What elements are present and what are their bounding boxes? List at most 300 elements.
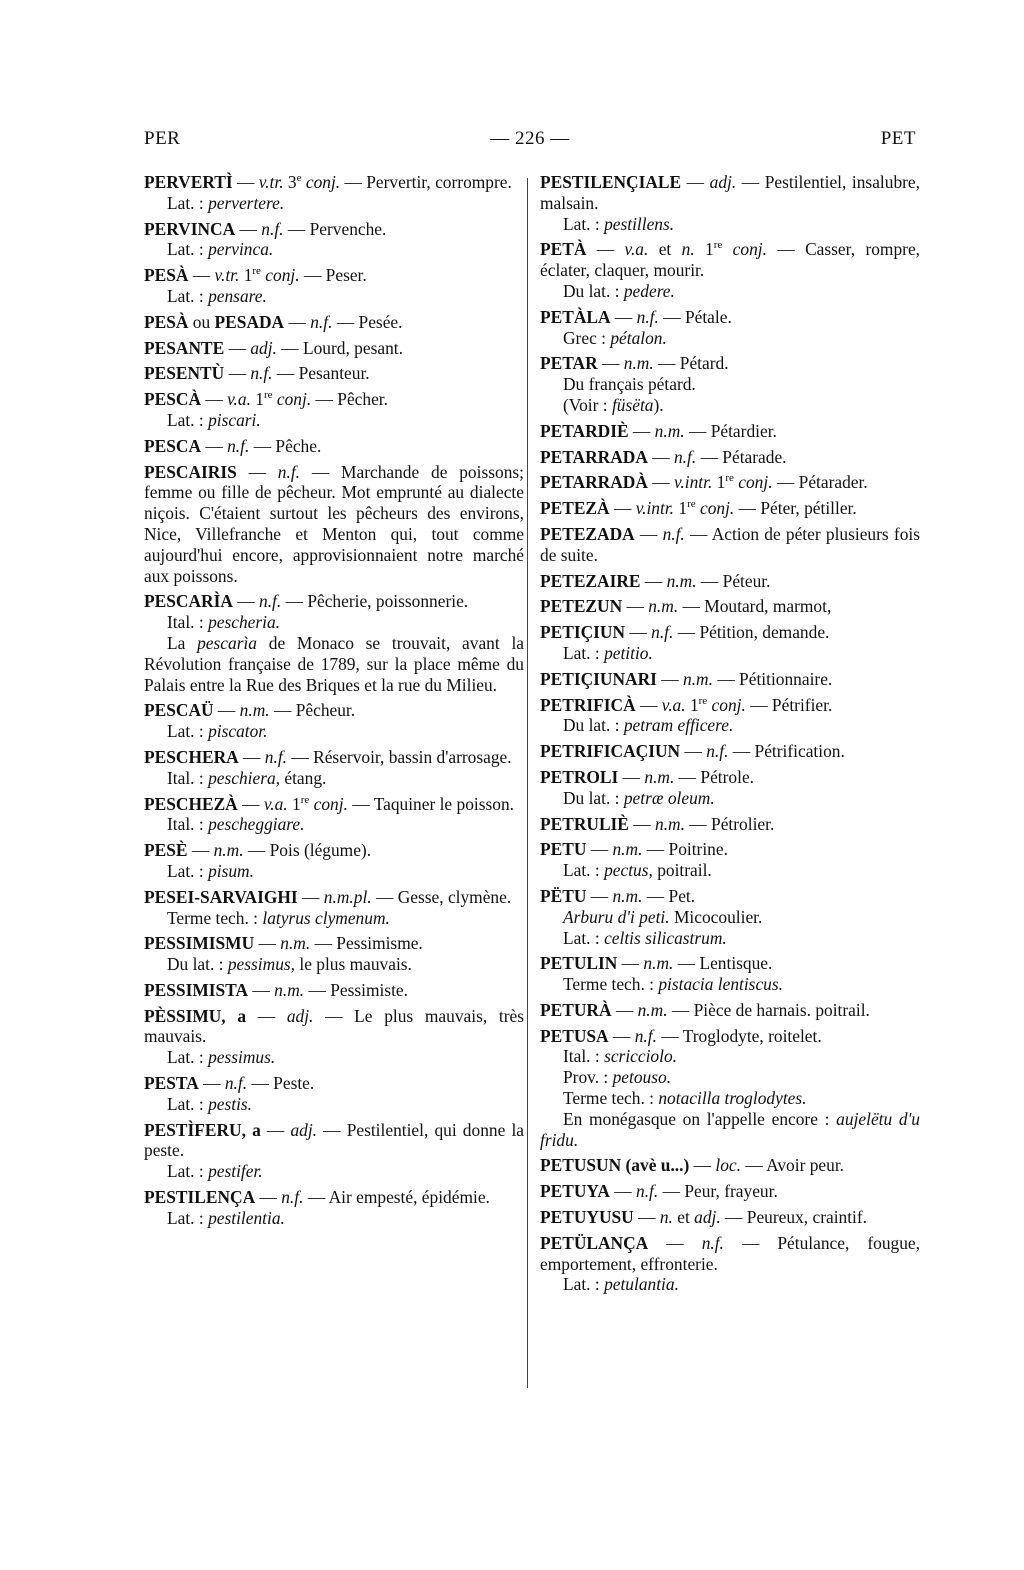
text-run: — Péter, pétiller. xyxy=(734,498,857,519)
italic-text: petitio. xyxy=(604,642,653,663)
headword: PESTÌFERU, a xyxy=(144,1119,261,1140)
headword: PESCÀ xyxy=(144,389,202,410)
italic-text: n.f. xyxy=(636,1181,659,1202)
text-run: En monégasque on l'appelle encore : xyxy=(563,1108,837,1129)
text-run: — xyxy=(608,1025,635,1046)
entry-definition xyxy=(540,524,920,566)
dictionary-entry xyxy=(144,389,524,431)
dictionary-entry xyxy=(540,239,920,301)
italic-text: v.a. xyxy=(624,239,649,260)
dictionary-entry xyxy=(540,472,920,493)
entry-etymology xyxy=(540,374,920,395)
headword: PETUSUN (avè u...) xyxy=(540,1155,690,1176)
italic-text: piscari. xyxy=(208,409,261,430)
text-run: 1 xyxy=(712,472,726,493)
entry-definition xyxy=(144,794,524,815)
entry-definition xyxy=(144,338,524,359)
headword: PETUSA xyxy=(540,1025,609,1046)
superscript: re xyxy=(713,239,723,252)
text-run: — Pétarade. xyxy=(696,446,787,467)
text-run: — Pet. xyxy=(642,885,696,906)
entry-etymology xyxy=(144,954,524,975)
italic-text: conj. xyxy=(732,239,767,260)
text-run: Terme tech. : xyxy=(563,974,659,995)
entry-etymology xyxy=(540,328,920,349)
italic-text: pectus, xyxy=(604,860,653,881)
text-run: — Pétardier. xyxy=(684,420,777,441)
headword: PESEI-SARVAIGHI xyxy=(144,886,298,907)
headword: PERVINCA xyxy=(144,218,236,239)
italic-text: n.f. xyxy=(281,1187,304,1208)
italic-text: piscator. xyxy=(208,721,268,742)
text-run: — Pervenche. xyxy=(283,218,387,239)
entry-etymology xyxy=(144,193,524,214)
text-run: Lat. : xyxy=(167,1093,209,1114)
italic-text: pisum. xyxy=(208,860,254,881)
entry-etymology xyxy=(144,768,524,789)
text-run: — Taquiner le poisson. xyxy=(347,793,514,814)
text-run: — xyxy=(238,746,265,767)
dictionary-entry xyxy=(540,307,920,349)
entry-definition xyxy=(144,700,524,721)
italic-text: Arburu d'i peti. xyxy=(563,906,670,927)
entry-definition xyxy=(540,953,920,974)
text-run: — xyxy=(232,591,259,612)
entry-etymology xyxy=(540,715,920,736)
entry-etymology xyxy=(540,214,920,235)
dictionary-entry xyxy=(144,1006,524,1068)
entry-etymology xyxy=(540,1088,920,1109)
italic-text: v.tr. xyxy=(258,172,284,192)
text-run: ou xyxy=(188,311,215,332)
text-run: — xyxy=(628,420,655,441)
text-run: — Pestilentiel, qui donne la peste. xyxy=(144,1119,524,1161)
headword: PESENTÙ xyxy=(144,363,225,384)
entry-definition xyxy=(540,1026,920,1047)
italic-text: conj. xyxy=(711,694,746,715)
entry-etymology xyxy=(540,907,920,928)
text-run: — xyxy=(254,933,281,954)
text-run: — Pétrifier. xyxy=(745,694,833,715)
headword: PESÀ xyxy=(144,265,189,286)
entry-definition xyxy=(540,1000,920,1021)
dictionary-entry xyxy=(540,1233,920,1295)
left-column xyxy=(144,172,524,1234)
text-run: Du lat. : xyxy=(167,954,228,975)
headword: PESANTE xyxy=(144,337,225,358)
entry-definition xyxy=(540,886,920,907)
italic-text: adj. xyxy=(286,1005,314,1026)
italic-text: conj. xyxy=(265,265,300,286)
headword: PETRIFICÀ xyxy=(540,694,636,715)
text-run: — Pétulance, fougue, emportement, effronterie. xyxy=(540,1232,920,1274)
entry-definition xyxy=(540,447,920,468)
text-run: 1 xyxy=(250,389,264,410)
italic-text: v.intr. xyxy=(635,498,675,519)
dictionary-entry xyxy=(540,814,920,835)
italic-text: pessimus. xyxy=(208,1047,276,1068)
headword: PETÜLANÇA xyxy=(540,1232,649,1253)
text-run: — xyxy=(201,435,228,456)
italic-text: v.tr. xyxy=(214,265,240,286)
text-run: 1 xyxy=(239,265,253,286)
entry-etymology xyxy=(540,1274,920,1295)
text-run: de Monaco se trouvait, avant la Révolution française de 1789, sur la place même du Palais entre la Rue des Briques et la rue du Milieu. xyxy=(144,632,524,695)
italic-text: petræ oleum. xyxy=(623,787,715,808)
headword: PETULIN xyxy=(540,953,618,974)
headword: PETEZAIRE xyxy=(540,570,641,591)
headword: PETÀLA xyxy=(540,306,611,327)
headword: PESCAIRIS xyxy=(144,461,237,482)
text-run: — Pétrolier. xyxy=(684,813,775,834)
text-run: — xyxy=(617,953,644,974)
italic-text: n.f. xyxy=(636,306,659,327)
entry-definition xyxy=(540,353,920,374)
dictionary-entry xyxy=(540,669,920,690)
dictionary-entry xyxy=(540,447,920,468)
headword: PESCARÌA xyxy=(144,591,233,612)
entry-definition xyxy=(540,307,920,328)
text-run: — Pêcher. xyxy=(311,389,388,410)
text-run: — xyxy=(634,523,663,544)
dictionary-entry xyxy=(144,1120,524,1182)
text-run: — xyxy=(681,172,710,192)
italic-text: n.m. xyxy=(644,766,675,787)
dictionary-entry xyxy=(144,172,524,214)
entry-note xyxy=(144,633,524,695)
text-run: — xyxy=(246,1005,287,1026)
italic-text: pensare. xyxy=(208,285,267,306)
headword: PETAR xyxy=(540,353,598,374)
italic-text: peschiera, xyxy=(208,767,281,788)
text-run: Lat. : xyxy=(167,409,209,430)
dictionary-entry xyxy=(144,700,524,742)
text-run: — Peureux, craintif. xyxy=(720,1207,868,1228)
entry-definition xyxy=(540,622,920,643)
entry-definition xyxy=(540,172,920,214)
text-run: — xyxy=(625,622,652,643)
italic-text: n.m. xyxy=(623,353,654,374)
italic-text: conj. xyxy=(305,172,341,192)
dictionary-entry xyxy=(540,1155,920,1176)
superscript: re xyxy=(252,265,261,278)
entry-definition xyxy=(540,1207,920,1228)
text-run: Du lat. : xyxy=(563,280,624,301)
italic-text: pestillens. xyxy=(604,213,675,234)
entry-definition xyxy=(540,596,920,617)
text-run: — Troglodyte, roitelet. xyxy=(656,1025,822,1046)
text-run: Lat. : xyxy=(167,1161,209,1182)
dictionary-entry xyxy=(540,571,920,592)
text-run: — Pétition, demande. xyxy=(673,622,830,643)
headword: PETARRADA xyxy=(540,446,648,467)
text-run: étang. xyxy=(280,767,327,788)
dictionary-entry xyxy=(144,887,524,929)
dictionary-entry xyxy=(144,436,524,457)
italic-text: aujelëtu d'u fridu. xyxy=(540,1108,920,1150)
entry-etymology xyxy=(540,860,920,881)
text-run: Ital. : xyxy=(167,814,209,835)
dictionary-entry xyxy=(540,1026,920,1151)
text-run: Du lat. : xyxy=(563,715,624,736)
text-run: — Pêcherie, poissonnerie. xyxy=(281,591,469,612)
text-run: — xyxy=(586,885,613,906)
italic-text: adj. xyxy=(290,1119,318,1140)
text-run: le plus mauvais. xyxy=(295,954,412,975)
dictionary-entry xyxy=(144,312,524,333)
text-run: — Air empesté, épidémie. xyxy=(303,1187,490,1208)
entry-definition xyxy=(144,1187,524,1208)
italic-text: adj. xyxy=(250,337,277,358)
entry-definition xyxy=(144,1006,524,1048)
italic-text: n.m. xyxy=(274,979,305,1000)
text-run: — Peur, frayeur. xyxy=(658,1181,778,1202)
dictionary-entry xyxy=(144,1187,524,1229)
entry-definition xyxy=(144,887,524,908)
text-run: et xyxy=(648,239,682,260)
text-run: — xyxy=(622,596,649,617)
text-run: — Pêcheur. xyxy=(269,700,356,721)
text-run: Du français pétard. xyxy=(563,374,696,395)
entry-definition xyxy=(540,571,920,592)
text-run: poitrail. xyxy=(652,860,712,881)
text-run: — Pétrification. xyxy=(728,741,845,762)
text-run: — Péteur. xyxy=(696,570,771,591)
entry-definition xyxy=(540,1181,920,1202)
entry-definition xyxy=(540,767,920,788)
text-run: — xyxy=(248,979,275,1000)
entry-etymology xyxy=(144,1047,524,1068)
entry-definition xyxy=(144,219,524,240)
entry-definition xyxy=(540,1233,920,1275)
headword: PETRIFICAÇIUN xyxy=(540,741,681,762)
text-run: — Pièce de harnais. poitrail. xyxy=(667,999,870,1020)
italic-text: n.f. xyxy=(651,622,674,643)
entry-definition xyxy=(540,814,920,835)
entry-etymology xyxy=(540,974,920,995)
text-run: — xyxy=(635,694,662,715)
italic-text: n.m. xyxy=(612,885,643,906)
text-run: — Casser, rompre, éclater, claquer, mourir. xyxy=(540,239,921,281)
text-run: Lat. : xyxy=(563,213,605,234)
italic-text: petulantia. xyxy=(604,1274,679,1295)
dictionary-entry xyxy=(540,421,920,442)
text-run: — xyxy=(610,306,637,327)
headword: PETARRADÀ xyxy=(540,472,648,493)
italic-text: pestilentia. xyxy=(208,1207,285,1228)
italic-text: n.f. xyxy=(662,523,685,544)
entry-definition xyxy=(540,741,920,762)
headword: PESADA xyxy=(214,311,285,332)
superscript: re xyxy=(687,498,696,511)
entry-definition xyxy=(144,747,524,768)
entry-definition xyxy=(144,980,524,1001)
entry-definition xyxy=(144,840,524,861)
text-run xyxy=(722,239,732,259)
dictionary-entry xyxy=(144,363,524,384)
text-run: La xyxy=(167,632,198,653)
text-run: — xyxy=(236,461,278,482)
italic-text: pescheria. xyxy=(208,612,281,633)
entry-etymology xyxy=(540,395,920,416)
entry-definition xyxy=(144,591,524,612)
text-run: Ital. : xyxy=(167,767,209,788)
dictionary-entry xyxy=(540,498,920,519)
text-run: 3 xyxy=(283,172,297,192)
headword: PETIÇIUNARI xyxy=(540,668,657,689)
italic-text: n.m. xyxy=(648,596,679,617)
text-run: 1 xyxy=(287,793,301,814)
text-run: — xyxy=(187,840,214,861)
italic-text: scricciolo. xyxy=(604,1046,677,1067)
headword: PETUYUSU xyxy=(540,1207,634,1228)
column-divider xyxy=(527,178,528,1388)
entry-etymology xyxy=(540,788,920,809)
entry-definition xyxy=(144,312,524,333)
italic-text: n.m. xyxy=(683,668,713,689)
superscript: re xyxy=(725,472,734,485)
entry-definition xyxy=(144,436,524,457)
text-run: — xyxy=(689,1155,716,1176)
superscript: e xyxy=(296,172,302,185)
italic-text: n.f. xyxy=(634,1025,657,1046)
text-run: et xyxy=(672,1207,695,1228)
italic-text: pedere. xyxy=(623,280,675,301)
text-run: — Avoir peur. xyxy=(740,1155,845,1176)
italic-text: n. xyxy=(659,1207,673,1228)
italic-text: n.f. xyxy=(250,363,273,384)
headword: PETIÇIUN xyxy=(540,622,626,643)
entry-definition xyxy=(144,265,524,286)
italic-text: n.m. xyxy=(637,999,668,1020)
text-run: — xyxy=(198,1073,225,1094)
text-run: — xyxy=(680,741,707,762)
italic-text: pervinca. xyxy=(208,239,274,260)
italic-text: conj. xyxy=(276,389,312,410)
text-run: — Pestilentiel, insalubre, malsain. xyxy=(540,172,920,213)
text-run: — xyxy=(648,1232,702,1253)
italic-text: füsëta xyxy=(611,394,654,415)
dictionary-entry xyxy=(144,462,524,587)
text-run: — xyxy=(647,472,674,493)
text-run: Lat. : xyxy=(167,1047,209,1068)
dictionary-entry xyxy=(144,980,524,1001)
entry-definition xyxy=(144,1120,524,1162)
headword: PESTA xyxy=(144,1073,199,1094)
text-run: — Pétarader. xyxy=(772,472,868,493)
dictionary-entry xyxy=(144,1073,524,1115)
entry-etymology xyxy=(144,908,524,929)
text-run: Lat. : xyxy=(563,1274,605,1295)
italic-text: n.m.pl. xyxy=(323,886,372,907)
text-run: Lat. : xyxy=(167,239,209,260)
italic-text: n.m. xyxy=(655,813,685,834)
text-run: — xyxy=(586,239,625,260)
italic-text: n.f. xyxy=(264,746,288,767)
entry-definition xyxy=(540,669,920,690)
italic-text: conj. xyxy=(738,472,773,493)
headword: PESTILENÇA xyxy=(144,1187,256,1208)
text-run: — Pesanteur. xyxy=(272,363,370,384)
text-run: 1 xyxy=(685,694,699,715)
text-run: — xyxy=(597,353,624,374)
italic-text: n.f. xyxy=(706,741,729,762)
text-run: — Pétale. xyxy=(658,306,732,327)
text-run: 1 xyxy=(694,239,714,260)
text-run: — Poitrine. xyxy=(642,839,728,860)
italic-text: n.m. xyxy=(239,700,270,721)
dictionary-entry xyxy=(144,219,524,261)
headword: PÈSSIMU, a xyxy=(144,1005,247,1026)
superscript: re xyxy=(300,793,310,806)
headword: PESSIMISMU xyxy=(144,933,255,954)
dictionary-entry xyxy=(540,172,920,234)
text-run: Lat. : xyxy=(563,642,605,663)
text-run: — Le plus mauvais, très mauvais. xyxy=(144,1005,524,1047)
italic-text: n.m. xyxy=(213,840,244,861)
text-run: — xyxy=(284,311,311,332)
entry-etymology xyxy=(144,1094,524,1115)
dictionary-entry xyxy=(144,747,524,789)
italic-text: notacilla troglodytes. xyxy=(658,1088,807,1109)
text-run: — Pesée. xyxy=(332,311,403,332)
italic-text: n.m. xyxy=(612,839,643,860)
text-run: Grec : xyxy=(563,327,611,348)
entry-etymology xyxy=(144,814,524,835)
italic-text: pervertere. xyxy=(208,192,285,213)
headword: PETU xyxy=(540,839,587,860)
entry-definition xyxy=(540,695,920,716)
entry-definition xyxy=(540,1155,920,1176)
text-run: — Pétard. xyxy=(653,353,729,374)
dictionary-entry xyxy=(144,840,524,882)
text-run: ). xyxy=(653,394,664,415)
text-run: Micocoulier. xyxy=(669,906,763,927)
text-run: — Pétitionnaire. xyxy=(712,668,833,689)
entry-definition xyxy=(540,239,920,281)
headword: PETUYA xyxy=(540,1181,610,1202)
text-run: — xyxy=(640,570,667,591)
entry-etymology xyxy=(144,410,524,431)
text-run: — xyxy=(255,1187,282,1208)
dictionary-entry xyxy=(540,1207,920,1228)
dictionary-entry xyxy=(144,591,524,695)
italic-text: v.a. xyxy=(227,389,251,410)
entry-etymology xyxy=(540,1067,920,1088)
headword: PETEZADA xyxy=(540,523,635,544)
headword: PERVERTÌ xyxy=(144,172,233,192)
italic-text: n.m. xyxy=(654,420,685,441)
headword: PETEZUN xyxy=(540,596,623,617)
italic-text: conj. xyxy=(313,793,348,814)
italic-text: n.f. xyxy=(277,461,301,482)
italic-text: n.f. xyxy=(310,311,333,332)
header-guide-word-left: PER xyxy=(144,128,181,149)
italic-text: v.a. xyxy=(661,694,686,715)
italic-text: petouso. xyxy=(612,1067,672,1088)
headword: PESÈ xyxy=(144,840,188,861)
entry-etymology xyxy=(144,1208,524,1229)
text-run: — xyxy=(609,1181,636,1202)
dictionary-entry xyxy=(540,596,920,617)
italic-text: celtis silicastrum. xyxy=(604,927,727,948)
italic-text: pescheggiare. xyxy=(208,814,305,835)
headword: PETÀ xyxy=(540,239,587,260)
headword: PESTILENÇIALE xyxy=(540,172,682,192)
entry-definition xyxy=(540,839,920,860)
italic-text: conj. xyxy=(699,498,735,519)
italic-text: n.f. xyxy=(227,435,250,456)
